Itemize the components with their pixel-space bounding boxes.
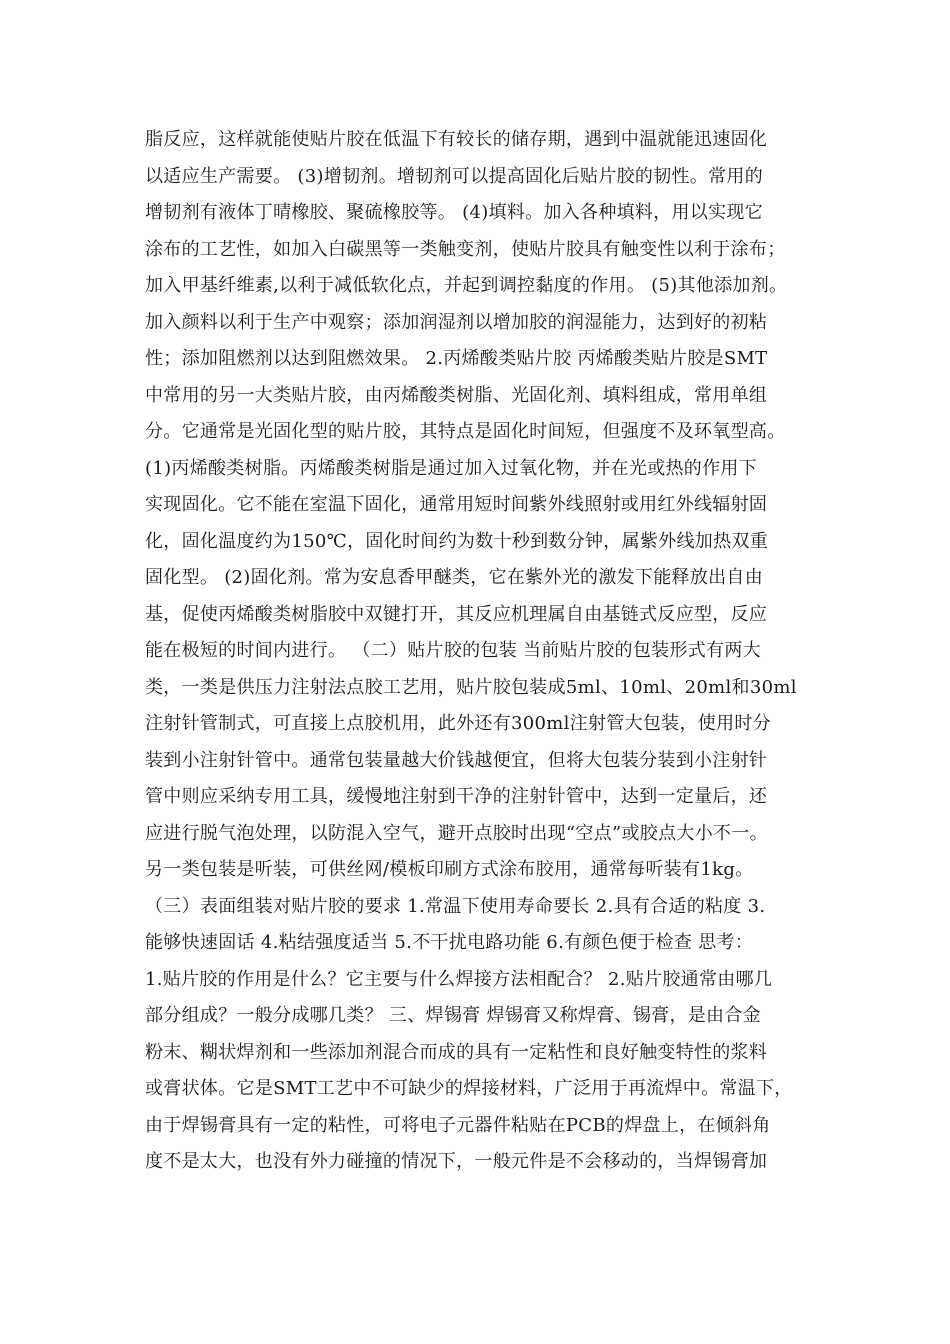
text-line: 或膏状体。它是SMT工艺中不可缺少的焊接材料，广泛用于再流焊中。常温下， bbox=[145, 1078, 793, 1099]
text-line: 分。它通常是光固化型的贴片胶，其特点是固化时间短，但强度不及环氧型高。 bbox=[145, 421, 786, 442]
text-line: 涂布的工艺性，如加入白碳黑等一类触变剂，使贴片胶具有触变性以利于涂布； bbox=[145, 238, 786, 260]
text-line: 中常用的另一大类贴片胶，由丙烯酸类树脂、光固化剂、填料组成，常用单组 bbox=[145, 384, 768, 406]
body-text bbox=[145, 122, 825, 1181]
text-line: 增韧剂有液体丁晴橡胶、聚硫橡胶等。 (4)填料。加入各种填料，用以实现它 bbox=[145, 202, 764, 223]
text-line: 固化型。 (2)固化剂。常为安息香甲醚类，它在紫外光的激发下能释放出自由 bbox=[145, 567, 764, 588]
text-line: （三）表面组装对贴片胶的要求 1.常温下使用寿命要长 2.具有合适的粘度 3. bbox=[145, 895, 766, 917]
text-line: 装到小注射针管中。通常包装量越大价钱越便宜，但将大包装分装到小注射针 bbox=[145, 749, 768, 771]
text-line: 化，固化温度约为150℃，固化时间约为数十秒到数分钟，属紫外线加热双重 bbox=[145, 530, 768, 552]
text-line: 能在极短的时间内进行。 （二）贴片胶的包装 当前贴片胶的包装形式有两大 bbox=[145, 640, 761, 661]
text-line: 1.贴片胶的作用是什么？它主要与什么焊接方法相配合？ 2.贴片胶通常由哪几 bbox=[145, 968, 773, 990]
text-line: 由于焊锡膏具有一定的粘性，可将电子元器件粘贴在PCB的焊盘上，在倾斜角 bbox=[145, 1114, 771, 1136]
text-line: 以适应生产需要。 (3)增韧剂。增韧剂可以提高固化后贴片胶的韧性。常用的 bbox=[145, 165, 764, 187]
text-line: 注射针管制式，可直接上点胶机用，此外还有300ml注射管大包装，使用时分 bbox=[145, 713, 771, 734]
text-line: 管中则应采纳专用工具，缓慢地注射到干净的注射针管中，达到一定量后，还 bbox=[145, 786, 768, 807]
text-line: 粉末、糊状焊剂和一些添加剂混合而成的具有一定粘性和良好触变特性的浆料 bbox=[145, 1041, 768, 1063]
text-line: 另一类包装是听装，可供丝网/模板印刷方式涂布胶用，通常每听装有1kg。 bbox=[145, 859, 754, 880]
text-line: 基，促使丙烯酸类树脂胶中双键打开，其反应机理属自由基链式反应型，反应 bbox=[145, 603, 768, 625]
text-line: 度不是太大，也没有外力碰撞的情况下，一般元件是不会移动的，当焊锡膏加 bbox=[145, 1151, 768, 1172]
text-line: 能够快速固话 4.粘结强度适当 5.不干扰电路功能 6.有颜色便于检查 思考： bbox=[145, 932, 754, 953]
text-line: 类，一类是供压力注射法点胶工艺用，贴片胶包装成5ml、10ml、20ml和30ml bbox=[145, 676, 797, 698]
text-line: 实现固化。它不能在室温下固化，通常用短时间紫外线照射或用红外线辐射固 bbox=[145, 494, 768, 515]
text-line: 加入甲基纤维素,以利于减低软化点，并起到调控黏度的作用。 (5)其他添加剂。 bbox=[145, 275, 788, 296]
text-line: 应进行脱气泡处理，以防混入空气，避开点胶时出现“空点”或胶点大小不一。 bbox=[145, 822, 768, 844]
text-line: (1)丙烯酸类树脂。丙烯酸类树脂是通过加入过氧化物，并在光或热的作用下 bbox=[145, 457, 757, 479]
text-line: 部分组成？一般分成哪几类？ 三、焊锡膏 焊锡膏又称焊膏、锡膏，是由合金 bbox=[145, 1005, 761, 1026]
text-line: 性；添加阻燃剂以达到阻燃效果。 2.丙烯酸类贴片胶 丙烯酸类贴片胶是SMT bbox=[145, 348, 768, 369]
text-line: 脂反应，这样就能使贴片胶在低温下有较长的储存期，遇到中温就能迅速固化 bbox=[145, 129, 768, 150]
text-line: 加入颜料以利于生产中观察；添加润湿剂以增加胶的润湿能力，达到好的初粘 bbox=[145, 311, 768, 333]
